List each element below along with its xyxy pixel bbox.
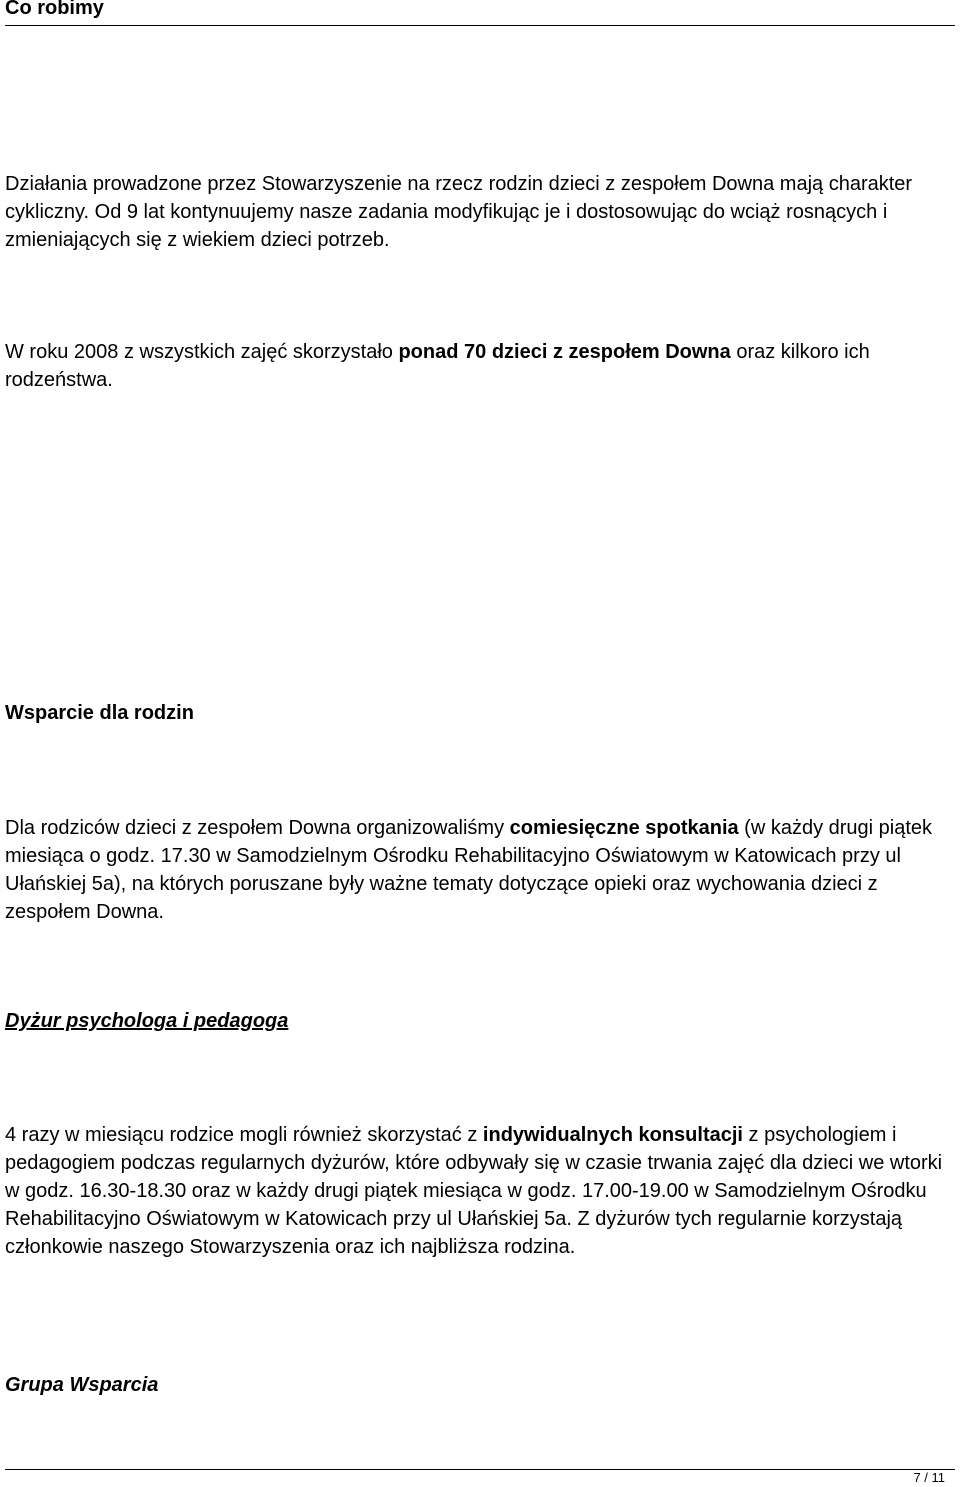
stats-text-bold: ponad 70 dzieci z zespołem Downa: [398, 341, 731, 363]
section-heading-family-support: Wsparcie dla rodzin: [5, 702, 194, 724]
family-support-text-bold: comiesięczne spotkania: [509, 817, 739, 839]
psychologist-duty-text-after: z psychologiem i pedagogiem podczas regularnych dyżurów, które odbywały się w czasie trwania zajęć dla dzieci we wtorki w godz. 16.30-18.30 oraz w każdy drugi piątek miesiąca w godz. 17.00-19.00 w Samodzielnym Ośrodku Rehabilitacyjno Oświatowym w Katowicach przy ul Ułańskiej 5a. Z dyżurów tych regularnie korzystają członkowie naszego Stowarzyszenia oraz ich najbliższa rodzina.: [5, 1124, 943, 1258]
page-header-title: Co robimy: [5, 0, 104, 19]
family-support-text-before: Dla rodziców dzieci z zespołem Downa organizowaliśmy: [5, 817, 510, 839]
stats-text-after: oraz kilkoro ich rodzeństwa.: [5, 341, 870, 391]
family-support-paragraph: [5, 814, 950, 926]
stats-text-before: W roku 2008 z wszystkich zajęć skorzystało: [5, 341, 399, 363]
psychologist-duty-paragraph: [5, 1121, 950, 1261]
section-heading-psychologist-duty: Dyżur psychologa i pedagoga: [5, 1010, 289, 1032]
family-support-text-after: (w każdy drugi piątek miesiąca o godz. 17.30 w Samodzielnym Ośrodku Rehabilitacyjno Oświatowym w Katowicach przy ul Ułańskiej 5a), na których poruszane były ważne tematy dotyczące opieki oraz wychowania dzieci z zespołem Downa.: [5, 817, 933, 923]
page-number: 7 / 11: [913, 1470, 945, 1485]
section-heading-support-group: Grupa Wsparcia: [5, 1374, 159, 1396]
intro-paragraph: Działania prowadzone przez Stowarzyszenie na rzecz rodzin dzieci z zespołem Downa mają charakter cykliczny. Od 9 lat kontynuujemy nasze zadania modyfikując je i dostosowując do wciąż rosnących i zmieniających się z wiekiem dzieci potrzeb.: [5, 173, 913, 251]
psychologist-duty-text-before: 4 razy w miesiącu rodzice mogli również skorzystać z: [5, 1124, 483, 1146]
psychologist-duty-text-bold: indywidualnych konsultacji: [482, 1124, 743, 1146]
footer-divider: [5, 1469, 955, 1470]
stats-paragraph: [5, 338, 950, 394]
header-divider: [5, 25, 955, 26]
